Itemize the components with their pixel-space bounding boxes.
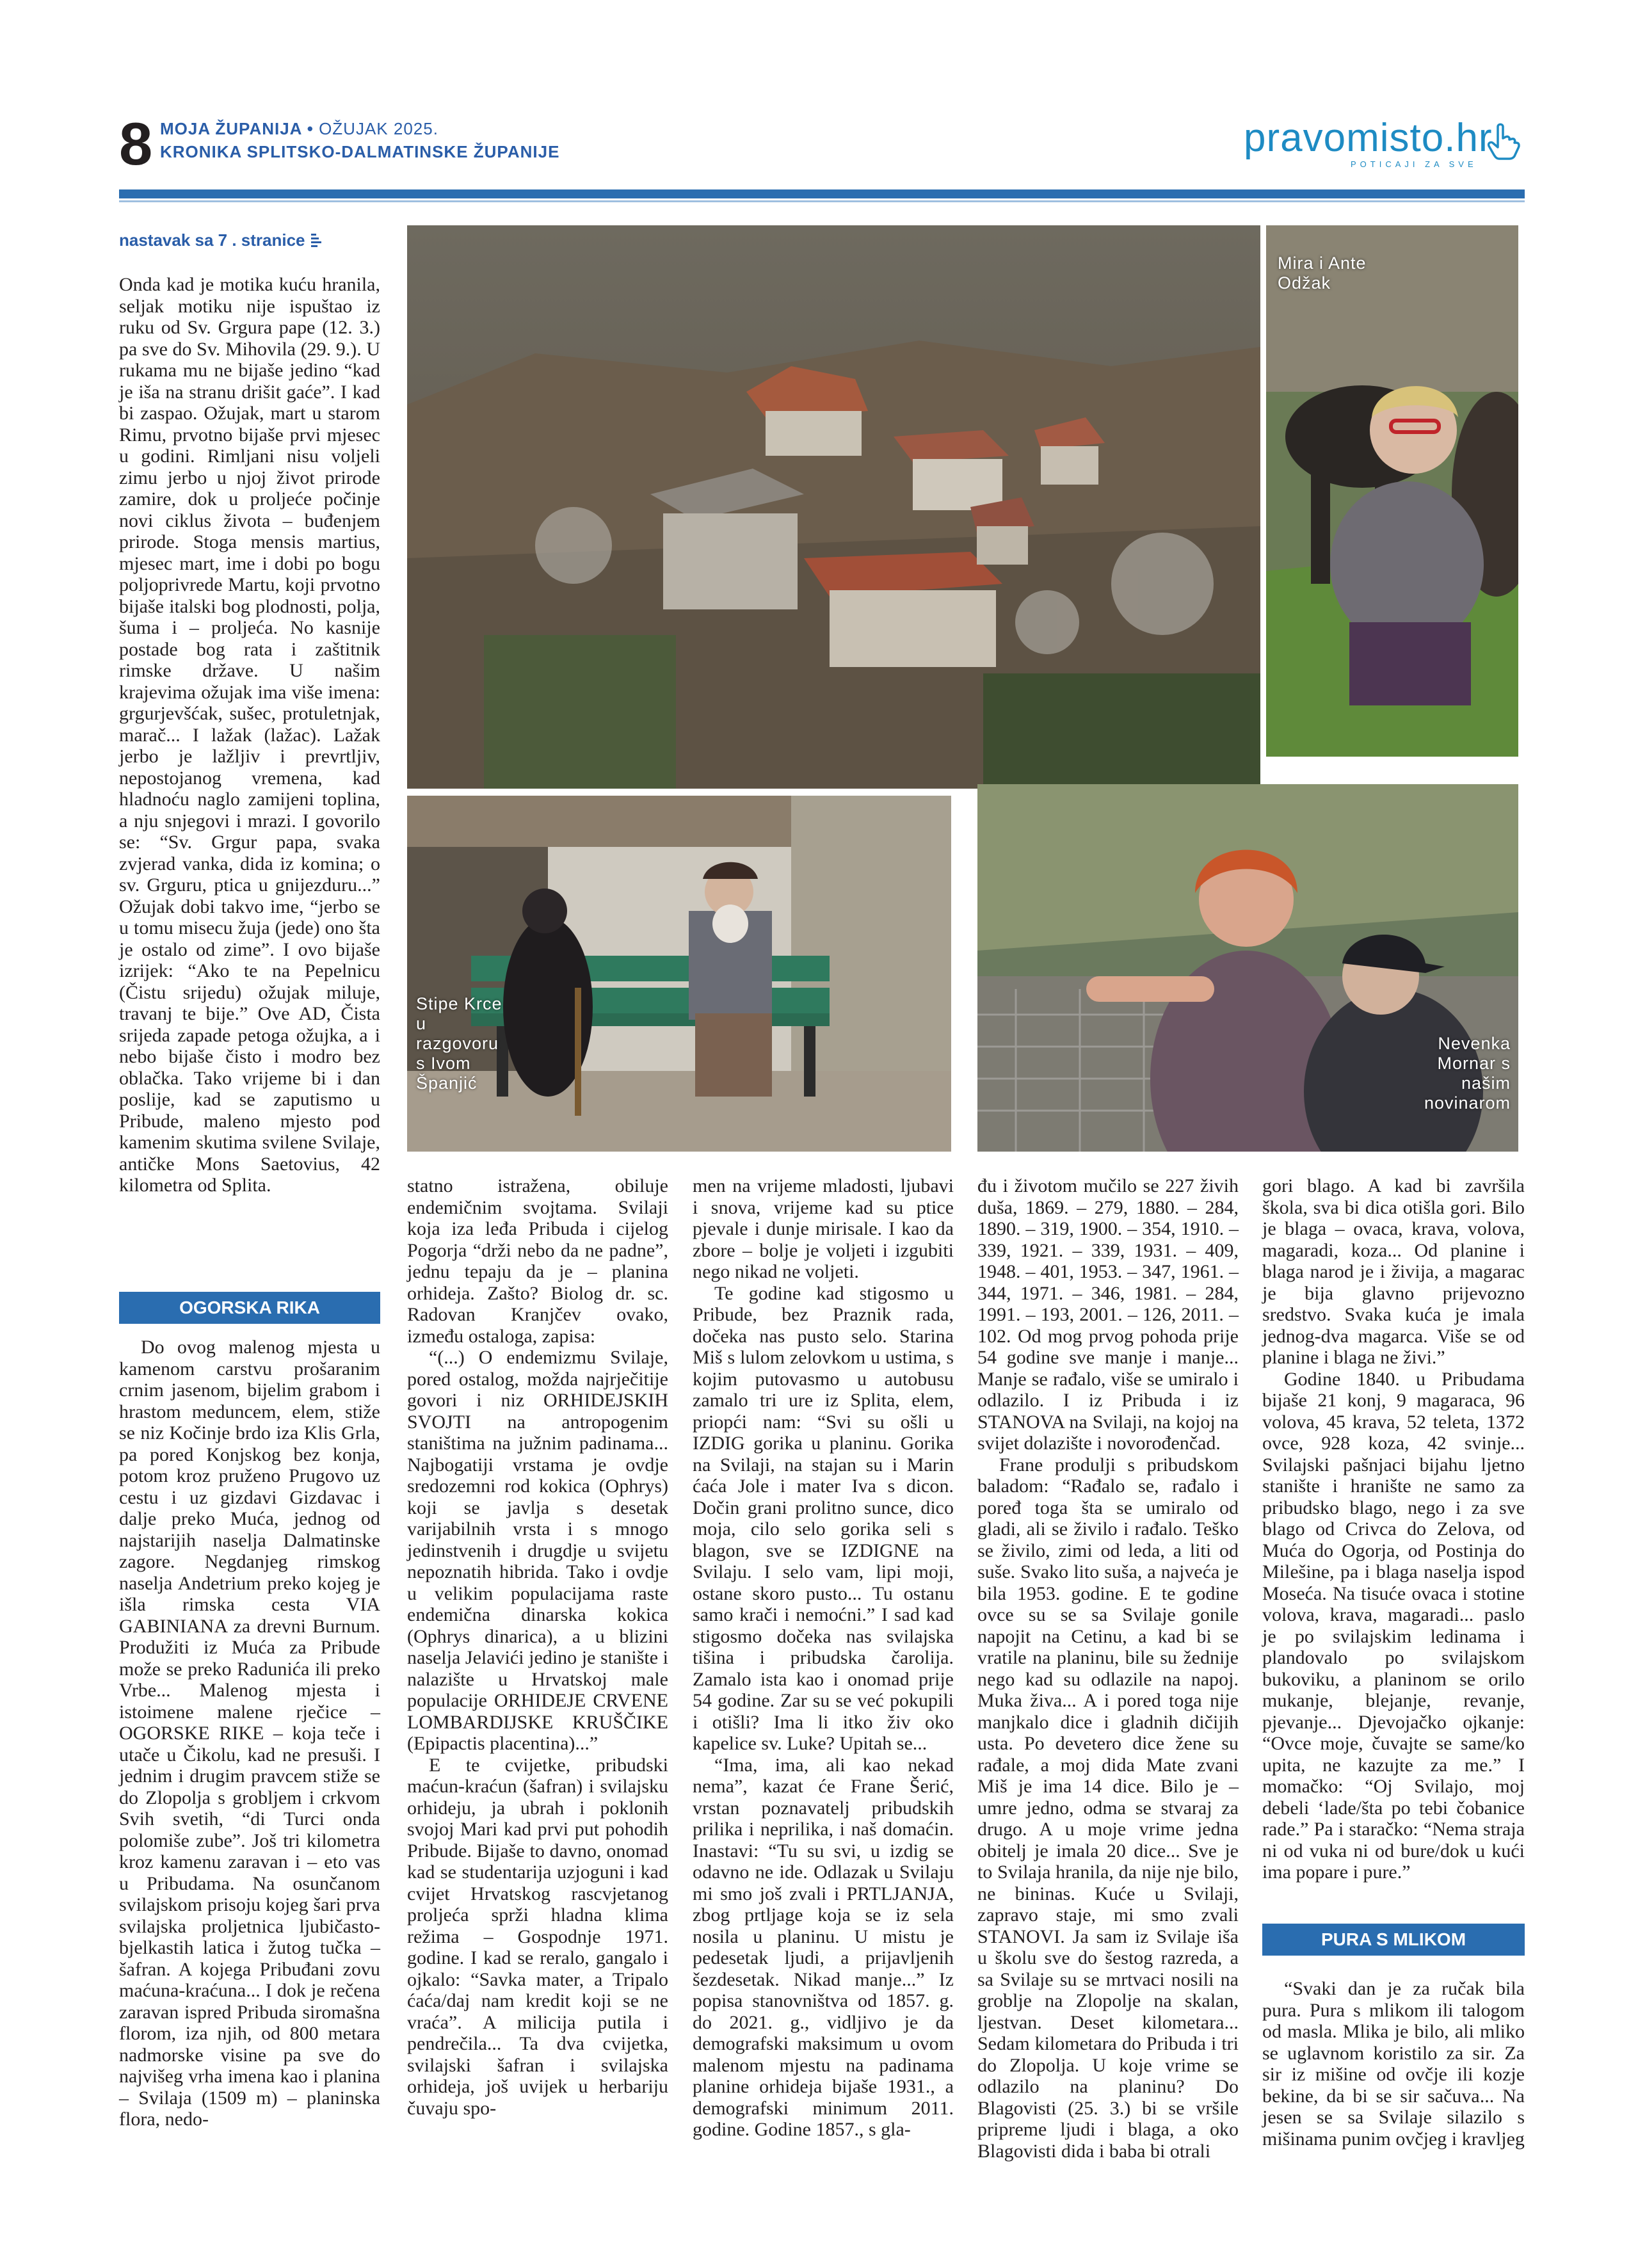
village-image [407, 225, 1260, 789]
paragraph: “(...) O endemizmu Svilaje, pored ostalog, možda najrječitije govori i niz ORHIDEJSKIH SVOJTI na antropogenim staništima na južnim padinama... Najbogatiji vrstama je ovdje sredozemni rod kokica (Ophrys) koji se javlja s desetak varijabilnih vrsta i s mnogo jedinstvenih i drugdje u svijetu nepoznatih hibrida. Tako i ovdje u velikim populacijama raste endemična dinarska kokica (Ophrys dinarica), a u blizini naselja Jelavići jedino je stanište i nalazište u Hrvatskoj male populacije ORHIDEJE CRVENE LOMBARDIJSKE KRUŠČIKE (Epipactis placentina)...” [407, 1347, 668, 1754]
paragraph: Do ovog malenog mjesta u kamenom carstvu prošaranim crnim jasenom, bijelim grabom i hrastom meduncem, elem, stiže se niz Kočinje brdo iza Klis Grla, pa pored Konjskog bez konja, potom kroz pruženo Prugovo uz cestu i uz gizdavi Gizdavac i dalje preko Muća, jednog od najstarijih naselja Dalmatinske zagore. Negdanjeg rimskog naselja Andetrium preko kojeg je išla rimska cesta VIA GABINIANA za drevni Burnum. Produžiti iz Muća za Pribude može se preko Radunića ili preko Vrbe... Malenog mjesta i istoimene malene rječice – OGORSKE RIKE – koja teče i utače u Čikolu, kad ne presuši. I jednim i drugim pravcem stiže se do Zlopolja s grobljem i crkvom Svih svetih, “di Turci onda polomiše zube”. Još tri kilometra kroz kamenu zaravan i – eto vas u Pribudama. Na osunčanom svilajskom prisoju kojeg šari prva svilajska proljetnica ljubičasto-bjelkastih latica i žutog tučka – šafran. A kojega Pribuđani zovu maćuna-kraćuna... I dok je rečena zaravan ispred Pribuda siromašna florom, iza njih, od 800 metara nadmorske visine pa sve do najvišeg vrha imena kao i planina – Svilaja (1509 m) – planinska flora, nedo- [119, 1337, 380, 2130]
paragraph: Onda kad je motika kuću hranila, seljak motiku nije ispuštao iz ruku od Sv. Grgura pape (12. 3.) pa sve do Sv. Mihovila (29. 9.). U rukama mu ne bijaše jedino “kad je iša na stranu drišit gaće”. I kad bi zaspao. Ožujak, mart u starom Rimu, prvotno bijaše prvi mjesec u godini. Rimljani nisu voljeli zimu jerbo u njoj život prirode zamire, dok u proljeće počinje novi ciklus života – buđenjem prirode. Stoga mensis martius, mjesec mart, ime i dobi po bogu poljoprivrede Martu, koji prvotno bijaše italski bog plodnosti, polja, šuma i – proljeća. No kasnije postade bog rata i zaštitnik rimske države. U našim krajevima ožujak ima više imena: grgurjevšćak, sušec, protuletnjak, marač... I lažak (lažac). Lažak jerbo je lažljiv i prevrtljiv, nepostojanog vremena, kad hladnoću naglo zamijeni toplina, a nju snjegovi i mrazi. I govorilo se: “Sv. Grgur papa, svaka zvjerad vanka, dida iz komina; o sv. Grguru, ptica u gnijezduru...” Ožujak dobi takvo ime, “jerbo se u tomu misecu žuja (jede) ono šta je ostalo od zime”. I ovo bijaše izrijek: “Ako te na Pepelnicu (Čistu srijedu) ožujak miluje, travanj te bije.” Ove AD, Čista srijeda zapade petoga ožujka, a i nebo bijaše čisto i modro bez oblačka. Tako vrijeme bi i dan poslije, kad se zaputismo u Pribude, maleno mjesto pod kamenim skutima svilene Svilaje, antičke Mons Saetovius, 42 kilometra od Splita. [119, 274, 380, 1196]
caption-stipe-iva: Stipe Krce u razgovoru s Ivom Španjić [416, 994, 502, 1093]
paragraph: “Ima, ima, ali kao nekad nema”, kazat će Frane Šerić, vrstan poznavatelj pribudskih prilika i neprilika, i naš domaćin. Inastavi: “Tu su svi, u izdig se odavno ne ide. Odlazak u Svilaju mi smo još zvali i PRTLJANJA, zbog prtljage koja se iz sela nosila u planinu. U mistu je pedesetak ljudi, a prijavljenih šezdesetak. Nikad manje...” Iz popisa stanovništva od 1857. g. do 2021. g., vidljivo je da demografski maksimum u ovom malenom mjestu na padinama planine orhideja bijaše 1931., a demografski minimum 2011. godine. Godine 1857., s gla- [693, 1754, 954, 2140]
caption-mira-ante: Mira i Ante Odžak [1278, 253, 1367, 293]
publication-subtitle: KRONIKA SPLITSKO-DALMATINSKE ŽUPANIJE [160, 142, 560, 161]
header-bullet: • [307, 119, 314, 138]
publication-line [160, 119, 438, 139]
paragraph: Frane produlji s pribudskom baladom: “Rađalo se, rađalo i poređ toga šta se umiralo od gladi, ali se živilo i rađalo. Teško se živilo, zimi od leda, a liti od suše. Svako lito suša, a najveća je bila 1953. godine. E te godine ovce su se sa Svilaje gonile napojit na Cetinu, a kad bi se vratile na planinu, bile su žednije nego kad su odlazile na napoj. Muka živa... A i pored toga nije manjkalo dice i gladnih dičijih usta. Po devetero dice žene su rađale, a moj dida Mate zvani Miš je ima 14 dice. Bilo je – umre jedno, odma se stvaraj za drugo. A u moje vrime jedna obitelj je imala 20 dice... Sve je to Svilaja hranila, da nije nje bilo, ne bininas. Kuće u Svilaji, zapravo staje, mi smo zvali STANOVI. Ja sam iz Svilaje iša u školu sve do šestog razreda, a sa Svilaje su se mrtvaci nosili na groblje na Zlopolje na skalan, ljestvan. Deset kilometara... Sedam kilometara do Pribuda i tri do Zlopolja. U koje vrime se odlazilo na planinu? Do Blagovisti (25. 3.) bi se vršile pripreme ljudi i blaga, a oko Blagovisti dida i baba bi otrali [977, 1454, 1239, 2162]
column-3 [693, 1175, 954, 2141]
photo-nevenka [977, 784, 1518, 1152]
continuation-icon [310, 232, 323, 248]
column-5-top [1262, 1175, 1525, 1883]
column-2 [407, 1175, 668, 2119]
photo-stipe-iva [407, 796, 951, 1152]
bench-image [407, 796, 951, 1152]
publication-name: MOJA ŽUPANIJA [160, 119, 302, 138]
continuation-note [119, 230, 323, 250]
donkey-woman-image [1266, 225, 1518, 757]
photo-village [407, 225, 1260, 789]
hand-pointer-icon [1486, 122, 1521, 160]
section-heading-pura-s-mlikom: PURA S MLIKOM [1262, 1924, 1525, 1956]
column-5-bottom [1262, 1978, 1525, 2150]
paragraph: “Svaki dan je za ručak bila pura. Pura s mlikom ili talogom od masla. Mlika je bilo, ali mliko se uglavnom koristilo za sir. Za sir iz mišine od ovčje ili kozje bekine, da bi se sir sačuva... Na jesen se sa Svilaje silazilo s mišinama punim ovčjeg i kravljeg [1262, 1978, 1525, 2150]
issue-date: OŽUJAK 2025. [319, 119, 438, 138]
column-1-bottom [119, 1337, 380, 2130]
column-1-top [119, 274, 380, 1196]
paragraph: đu i životom mučilo se 227 živih duša, 1869. – 279, 1880. – 284, 1890. – 319, 1900. – 354, 1910. – 339, 1921. – 339, 1931. – 409, 1948. – 401, 1953. – 347, 1961. – 344, 1971. – 346, 1981. – 284, 1991. – 193, 2001. – 126, 2011. – 102. Od mog prvog pohoda prije 54 godine sve manje i manje... Manje se rađalo, više se umiralo i odlazilo. I iz Pribuda i iz STANOVA na Svilaji, na kojoj na svijet dolazište i novorođenčad. [977, 1175, 1239, 1454]
logo-tagline: POTICAJI ZA SVE [1351, 159, 1477, 169]
paragraph: gori blago. A kad bi završila škola, sva bi dica otišla gori. Bilo je blaga – ovaca, krava, volova, magaradi, koza... Od planine i blaga narod je i živija, a magarac je bija glavno prijevozno sredstvo. Svaka kuća je imala jednog-dva magarca. Više se od planine i blaga ne živi.” [1262, 1175, 1525, 1368]
caption-nevenka: Nevenka Mornar s našim novinarom [1424, 1034, 1511, 1113]
logo-text[interactable]: pravomisto.hr [1244, 116, 1493, 160]
header-rule-thin [119, 200, 1525, 202]
paragraph: Te godine kad stigosmo u Pribude, bez Praznik rada, dočeka nas pusto selo. Starina Miš s lulom zelovkom u ustima, s kojim putovasmo u autobusu zamalo tri ure iz Splita, elem, priopći nam: “Svi su ošli u IZDIG gorika u planinu. Gorika na Svilaji, na stajan su i Marin ćaća Jole i mater Iva s dicon. Dočin grani prolitno sunce, dico moja, cilo selo gorika seli s blagon, sve se IZDIGNE na Svilaju. I selo vam, lipi moji, ostane skoro pusto... Tu ostanu samo krači i nemoćni.” I sad kad stigosmo dočeka nas svilajska tišina i pribudska čarolija. Zamalo ista kao i onomad prije 54 godine. Zar su se već pokupili i otišli? Ima li itko živ oko kapelice sv. Luke? Upitah se... [693, 1282, 954, 1754]
header-rule [119, 189, 1525, 198]
paragraph: E te cvijetke, pribudski maćun-kraćun (šafran) i svilajsku orhideju, ja ubrah i poklonih svojoj Mari kad prvi put pohodih Pribude. Bijaše to davno, onomad kad se studentarija uzjoguni i kad cvijet Hrvatskog rascvjetanog proljeća sprži hladna klima režima – Gospodnje 1971. godine. I kad se reralo, gangalo i ojkalo: “Savka mater, a Tripalo ćaća/daj nam kredit koji se ne vraća”. A milicija putila i pendrečila... Ta dva cvijetka, svilajski šafran i svilajska orhideja, još uvijek u herbariju čuvaju spo- [407, 1754, 668, 2119]
continuation-text: nastavak sa 7 . stranice [119, 230, 305, 250]
photo-mira-ante [1266, 225, 1518, 757]
paragraph: Godine 1840. u Pribudama bijaše 21 konj, 9 magaraca, 96 volova, 45 krava, 52 teleta, 1372 ovce, 928 koza, 42 svinje... Svilajski pašnjaci bijahu ljetno stanište i hranište ne samo za pribudsko blago, nego i za sve blago od Crivca do Zelova, od Mućа do Ogorja, od Postinja do Milešine, pa i blaga naselja ispod Mosećа. Na tisuće ovaca i stotine volova, krava, magaradi... paslo je po svilajskim ledinama i plandovalo po svilajskom bukoviku, a planinom se orilo mukanje, blejanje, revanje, pjevanje... Djevojačko ojkanje: “Ovce moje, čuvajte se same/ko upita, ne kazujte za me.” I momačko: “Oj Svilajo, moj debeli ‘lade/šta po tebi čobanice rade.” Pa i staračko: “Nema straja ni od vuka ni od bure/dok u kući ima popare i pure.” [1262, 1368, 1525, 1883]
page-number: 8 [119, 110, 153, 177]
column-4 [977, 1175, 1239, 2162]
section-heading-ogorska-rika: OGORSKA RIKA [119, 1292, 380, 1324]
paragraph: men na vrijeme mladosti, ljubavi i snova, vrijeme kad su ptice pjevale i dunje mirisale. I kao da zbore – bolje je voljeti i izgubiti nego nikad ne voljeti. [693, 1175, 954, 1282]
paragraph: statno istražena, obiluje endemičnim svojtama. Svilaji koja iza leđa Pribuda i cijelog Pogorja “drži nebo da ne padne”, jednu tepaju da je – planina orhideja. Zašto? Biolog dr. sc. Radovan Kranjčev ovako, između ostaloga, zapisa: [407, 1175, 668, 1347]
